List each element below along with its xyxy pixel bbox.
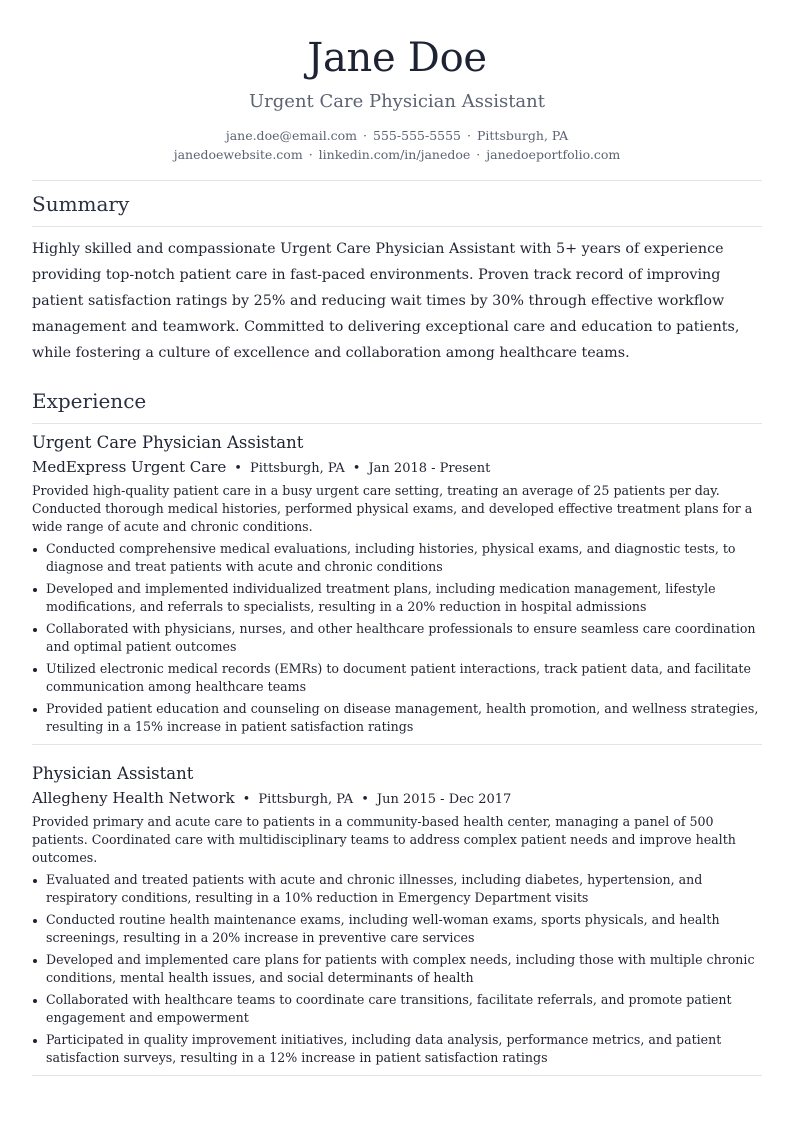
summary-section	[32, 191, 762, 366]
meta-separator: •	[234, 461, 242, 476]
meta-separator: •	[242, 792, 251, 807]
contact-info	[32, 126, 762, 164]
job-company: Allegheny Health Network	[32, 789, 235, 807]
job-bullets	[32, 540, 762, 736]
meta-separator: •	[352, 461, 361, 476]
job-bullet: Provided patient education and counseling on disease management, health promotion, and wellness strategies, resulting in a 15% increase in patient satisfaction ratings	[32, 700, 762, 736]
meta-separator: •	[361, 792, 369, 807]
job-description: Provided high-quality patient care in a busy urgent care setting, treating an average of 25 patients per day. Conducted thorough medical histories, performed physical exams, and developed effective treatment plans for a wide range of acute and chronic conditions.	[32, 483, 753, 534]
job-company: MedExpress Urgent Care	[32, 458, 227, 476]
email-link[interactable]: jane.doe@email.com	[225, 128, 358, 143]
job-meta	[32, 457, 762, 479]
candidate-title: Urgent Care Physician Assistant	[249, 91, 545, 112]
header-divider	[32, 180, 762, 181]
resume-page	[32, 0, 762, 1086]
summary-text: Highly skilled and compassionate Urgent Care Physician Assistant with 5+ years of experience providing top-notch patient care in fast-paced environments. Proven track record of improving patient satisfaction ratings by 25% and reducing wait times by 30% through effective workflow management and teamwork. Committed to delivering exceptional care and education to patients, while fostering a culture of excellence and collaboration among healthcare teams.	[32, 241, 740, 361]
job-title: Physician Assistant	[32, 764, 194, 783]
summary-heading: Summary	[32, 192, 130, 216]
candidate-name: Jane Doe	[307, 35, 487, 81]
job-description: Provided primary and acute care to patients in a community-based health center, managing a panel of 500 patients. Coordinated care with multidisciplinary teams to address complex patient needs and improve health outcomes.	[32, 814, 736, 865]
job-meta	[32, 788, 762, 810]
job-bullet: Collaborated with healthcare teams to coordinate care transitions, facilitate referrals, and promote patient engagement and empowerment	[32, 991, 762, 1027]
contact-line-2	[32, 145, 762, 164]
job-bullet: Conducted routine health maintenance exams, including well-woman exams, sports physicals, and health screenings, resulting in a 20% increase in preventive care services	[32, 911, 762, 947]
resume-header	[32, 34, 762, 164]
summary-divider	[32, 226, 762, 227]
experience-divider	[32, 423, 762, 424]
job-bullets	[32, 871, 762, 1067]
job-bullet: Evaluated and treated patients with acute and chronic illnesses, including diabetes, hypertension, and respiratory conditions, resulting in a 10% reduction in Emergency Department visits	[32, 871, 762, 907]
contact-separator: ·	[476, 147, 481, 162]
job-divider	[32, 744, 762, 745]
experience-section	[32, 388, 762, 1086]
job-location: Pittsburgh, PA	[258, 792, 354, 807]
location: Pittsburgh, PA	[477, 128, 569, 143]
contact-separator: ·	[363, 128, 368, 143]
job-entry	[32, 763, 762, 1086]
job-bullet: Collaborated with physicians, nurses, and other healthcare professionals to ensure seamless care coordination and optimal patient outcomes	[32, 620, 762, 656]
job-divider	[32, 1075, 762, 1076]
portfolio-link[interactable]: janedoeportfolio.com	[486, 147, 621, 162]
contact-line-1	[32, 126, 762, 145]
linkedin-link[interactable]: linkedin.com/in/janedoe	[318, 147, 471, 162]
job-bullet: Developed and implemented care plans for patients with complex needs, including those with multiple chronic conditions, mental health issues, and social determinants of health	[32, 951, 762, 987]
job-dates: Jan 2018 - Present	[368, 461, 491, 476]
website-link[interactable]: janedoewebsite.com	[173, 147, 303, 162]
job-dates: Jun 2015 - Dec 2017	[376, 792, 512, 807]
job-location: Pittsburgh, PA	[249, 461, 345, 476]
job-bullet: Participated in quality improvement initiatives, including data analysis, performance metrics, and patient satisfaction surveys, resulting in a 12% increase in patient satisfaction ratings	[32, 1031, 762, 1067]
phone-number: 555-555-5555	[373, 128, 462, 143]
job-bullet: Utilized electronic medical records (EMRs) to document patient interactions, track patient data, and facilitate communication among healthcare teams	[32, 660, 762, 696]
experience-heading: Experience	[32, 389, 147, 413]
job-bullet: Conducted comprehensive medical evaluations, including histories, physical exams, and diagnostic tests, to diagnose and treat patients with acute and chronic conditions	[32, 540, 762, 576]
job-title: Urgent Care Physician Assistant	[32, 433, 304, 452]
contact-separator: ·	[467, 128, 471, 143]
job-bullet: Developed and implemented individualized treatment plans, including medication management, lifestyle modifications, and referrals to specialists, resulting in a 20% reduction in hospital admissions	[32, 580, 762, 616]
contact-separator: ·	[308, 147, 313, 162]
job-entry	[32, 432, 762, 755]
